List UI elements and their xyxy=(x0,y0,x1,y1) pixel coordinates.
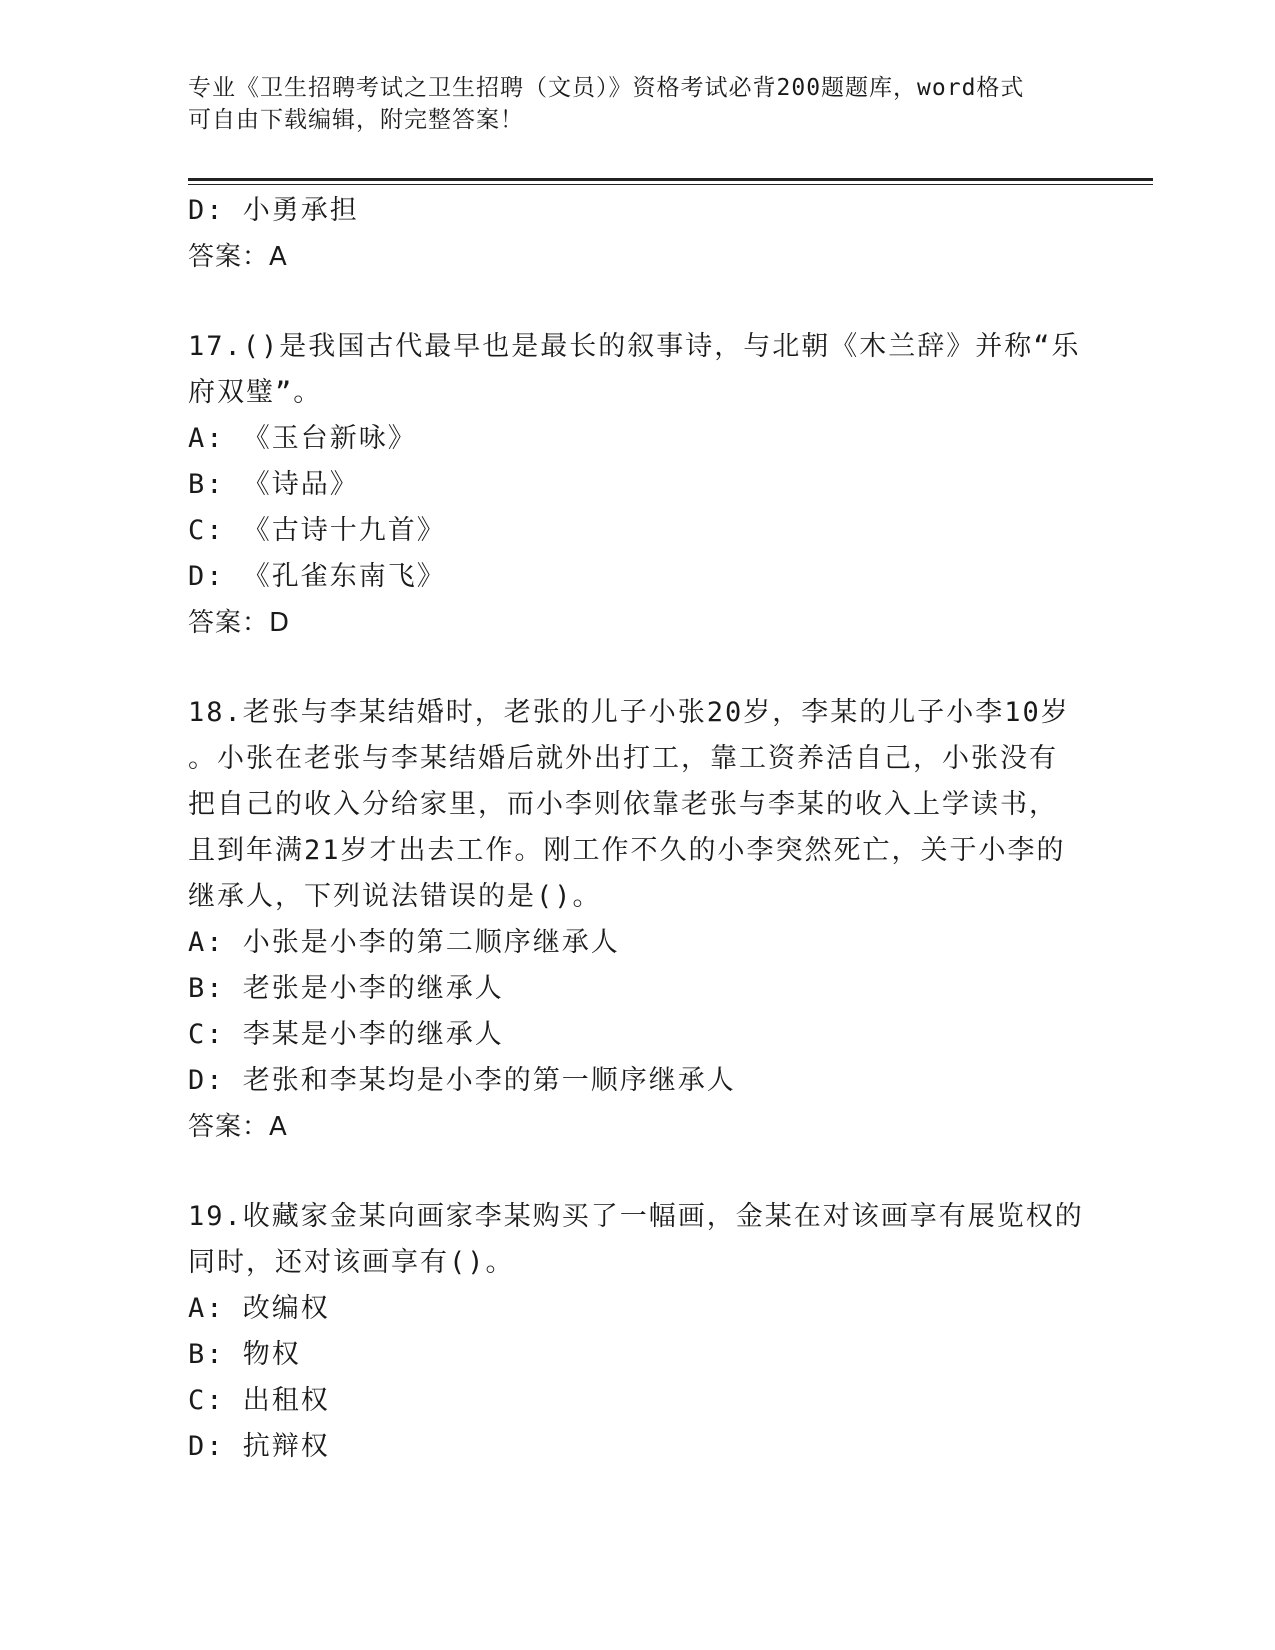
question-19 xyxy=(188,1194,1084,1470)
option-b: B: 物权 xyxy=(188,1339,301,1370)
spacer xyxy=(188,1150,1068,1194)
header-rule-thick xyxy=(188,178,1153,181)
option-d: D: 《孔雀东南飞》 xyxy=(188,561,446,592)
header-line-1: 专业《卫生招聘考试之卫生招聘（文员）》资格考试必背200题题库，word格式 xyxy=(188,75,1025,101)
document-body xyxy=(188,188,1084,1470)
question-stem-line: 同时，还对该画享有()。 xyxy=(188,1247,515,1278)
question-stem-line: 把自己的收入分给家里，而小李则依靠老张与李某的收入上学读书， xyxy=(188,789,1058,820)
option-a: A: 《玉台新咏》 xyxy=(188,423,417,454)
answer-line: 答案：A xyxy=(188,242,288,272)
option-b: B: 《诗品》 xyxy=(188,469,359,500)
question-stem-line: 18.老张与李某结婚时，老张的儿子小张20岁，李某的儿子小李10岁 xyxy=(188,697,1070,728)
answer-line: 答案：A xyxy=(188,1112,288,1142)
answer-line: 答案：D xyxy=(188,608,291,638)
question-17 xyxy=(188,324,1081,646)
question-stem-line: 17.()是我国古代最早也是最长的叙事诗，与北朝《木兰辞》并称“乐 xyxy=(188,331,1081,362)
header-rule-thin xyxy=(188,184,1153,185)
option-d: D: 小勇承担 xyxy=(188,195,359,226)
question-stem-line: 且到年满21岁才出去工作。刚工作不久的小李突然死亡，关于小李的 xyxy=(188,835,1066,866)
question-stem-line: 。小张在老张与李某结婚后就外出打工，靠工资养活自己，小张没有 xyxy=(188,743,1058,774)
option-b: B: 老张是小李的继承人 xyxy=(188,973,504,1004)
question-stem-line: 19.收藏家金某向画家李某购买了一幅画，金某在对该画享有展览权的 xyxy=(188,1201,1084,1232)
option-c: C: 《古诗十九首》 xyxy=(188,515,446,546)
option-d: D: 抗辩权 xyxy=(188,1431,330,1462)
question-stem-line: 继承人，下列说法错误的是()。 xyxy=(188,881,602,912)
question-stem-line: 府双璧”。 xyxy=(188,377,323,408)
document-header xyxy=(188,72,1088,136)
spacer xyxy=(188,646,1068,690)
option-a: A: 小张是小李的第二顺序继承人 xyxy=(188,927,620,958)
option-d: D: 老张和李某均是小李的第一顺序继承人 xyxy=(188,1065,736,1096)
option-c: C: 出租权 xyxy=(188,1385,330,1416)
option-a: A: 改编权 xyxy=(188,1293,330,1324)
spacer xyxy=(188,280,1068,324)
header-line-2: 可自由下载编辑，附完整答案！ xyxy=(188,107,524,133)
question-18 xyxy=(188,690,1068,1150)
option-c: C: 李某是小李的继承人 xyxy=(188,1019,504,1050)
